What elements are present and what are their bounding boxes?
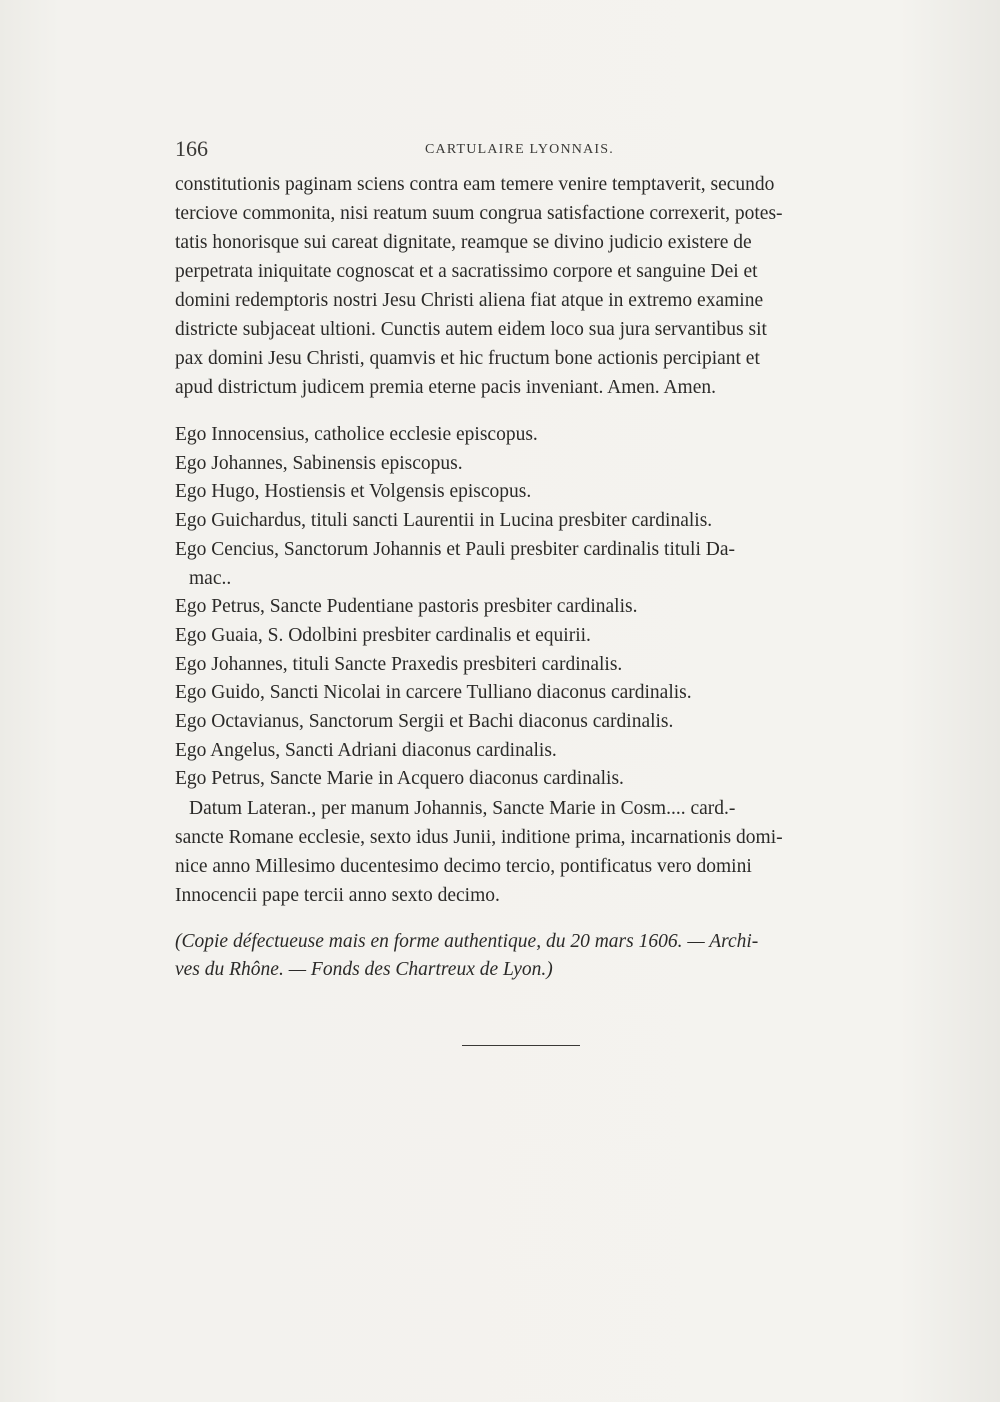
signatory-line: Ego Petrus, Sancte Pudentiane pastoris presbiter cardinalis. [175, 596, 638, 618]
text-line: Innocencii pape tercii anno sexto decimo. [175, 885, 500, 907]
signatory-line: Ego Guido, Sancti Nicolai in carcere Tulliano diaconus cardinalis. [175, 682, 692, 704]
text-line: districte subjaceat ultioni. Cunctis autem eidem loco sua jura servantibus sit [175, 319, 767, 340]
page-number: 166 [175, 136, 208, 161]
running-head [175, 136, 865, 166]
text-line: domini redemptoris nostri Jesu Christi aliena fiat atque in extremo examine [175, 290, 764, 311]
body-text [175, 170, 865, 984]
signatory-line: Ego Innocensius, catholice ecclesie episcopus. [175, 424, 538, 445]
signatory-line: Ego Octavianus, Sanctorum Sergii et Bachi diaconus cardinalis. [175, 711, 674, 733]
text-line: Datum Lateran., per manum Johannis, Sancte Marie in Cosm.... card.- [189, 798, 736, 820]
signatory-line: mac.. [189, 567, 232, 589]
signatory-line: Ego Guichardus, tituli sancti Laurentii in Lucina presbiter cardinalis. [175, 510, 713, 532]
signatory-line: Ego Hugo, Hostiensis et Volgensis episcopus. [175, 481, 532, 503]
text-line: perpetrata iniquitate cognoscat et a sacratissimo corpore et sanguine Dei et [175, 261, 758, 282]
text-line: pax domini Jesu Christi, quamvis et hic fructum bone actionis percipiant et [175, 348, 760, 369]
end-rule [462, 1045, 580, 1046]
signatory-line: Ego Cencius, Sanctorum Johannis et Pauli presbiter cardinalis tituli Da- [175, 538, 735, 560]
text-line: (Copie défectueuse mais en forme authentique, du 20 mars 1606. — Archi- [175, 931, 759, 953]
signatory-line: Ego Johannes, Sabinensis episcopus. [175, 452, 463, 474]
charter-paragraph [175, 170, 865, 402]
signatory-line: Ego Guaia, S. Odolbini presbiter cardinalis et equirii. [175, 624, 591, 646]
signatory-list [175, 421, 865, 794]
text-line: ves du Rhône. — Fonds des Chartreux de Lyon.) [175, 959, 553, 981]
running-title: CARTULAIRE LYONNAIS. [425, 142, 614, 157]
text-line: sancte Romane ecclesie, sexto idus Junii, inditione prima, incarnationis domi- [175, 827, 783, 849]
text-line: apud districtum judicem premia eterne pacis inveniant. Amen. Amen. [175, 377, 716, 398]
source-note [175, 928, 865, 984]
signatory-line: Ego Johannes, tituli Sancte Praxedis presbiteri cardinalis. [175, 653, 623, 675]
signatory-line: Ego Petrus, Sancte Marie in Acquero diaconus cardinalis. [175, 768, 624, 790]
text-line: terciove commonita, nisi reatum suum congrua satisfactione correxerit, potes- [175, 203, 783, 224]
signatory-line: Ego Angelus, Sancti Adriani diaconus cardinalis. [175, 739, 557, 761]
dating-clause [175, 794, 865, 910]
text-line: constitutionis paginam sciens contra eam temere venire temptaverit, secundo [175, 174, 775, 195]
text-line: nice anno Millesimo ducentesimo decimo tercio, pontificatus vero domini [175, 856, 752, 878]
text-line: tatis honorisque sui careat dignitate, reamque se divino judicio existere de [175, 232, 752, 253]
